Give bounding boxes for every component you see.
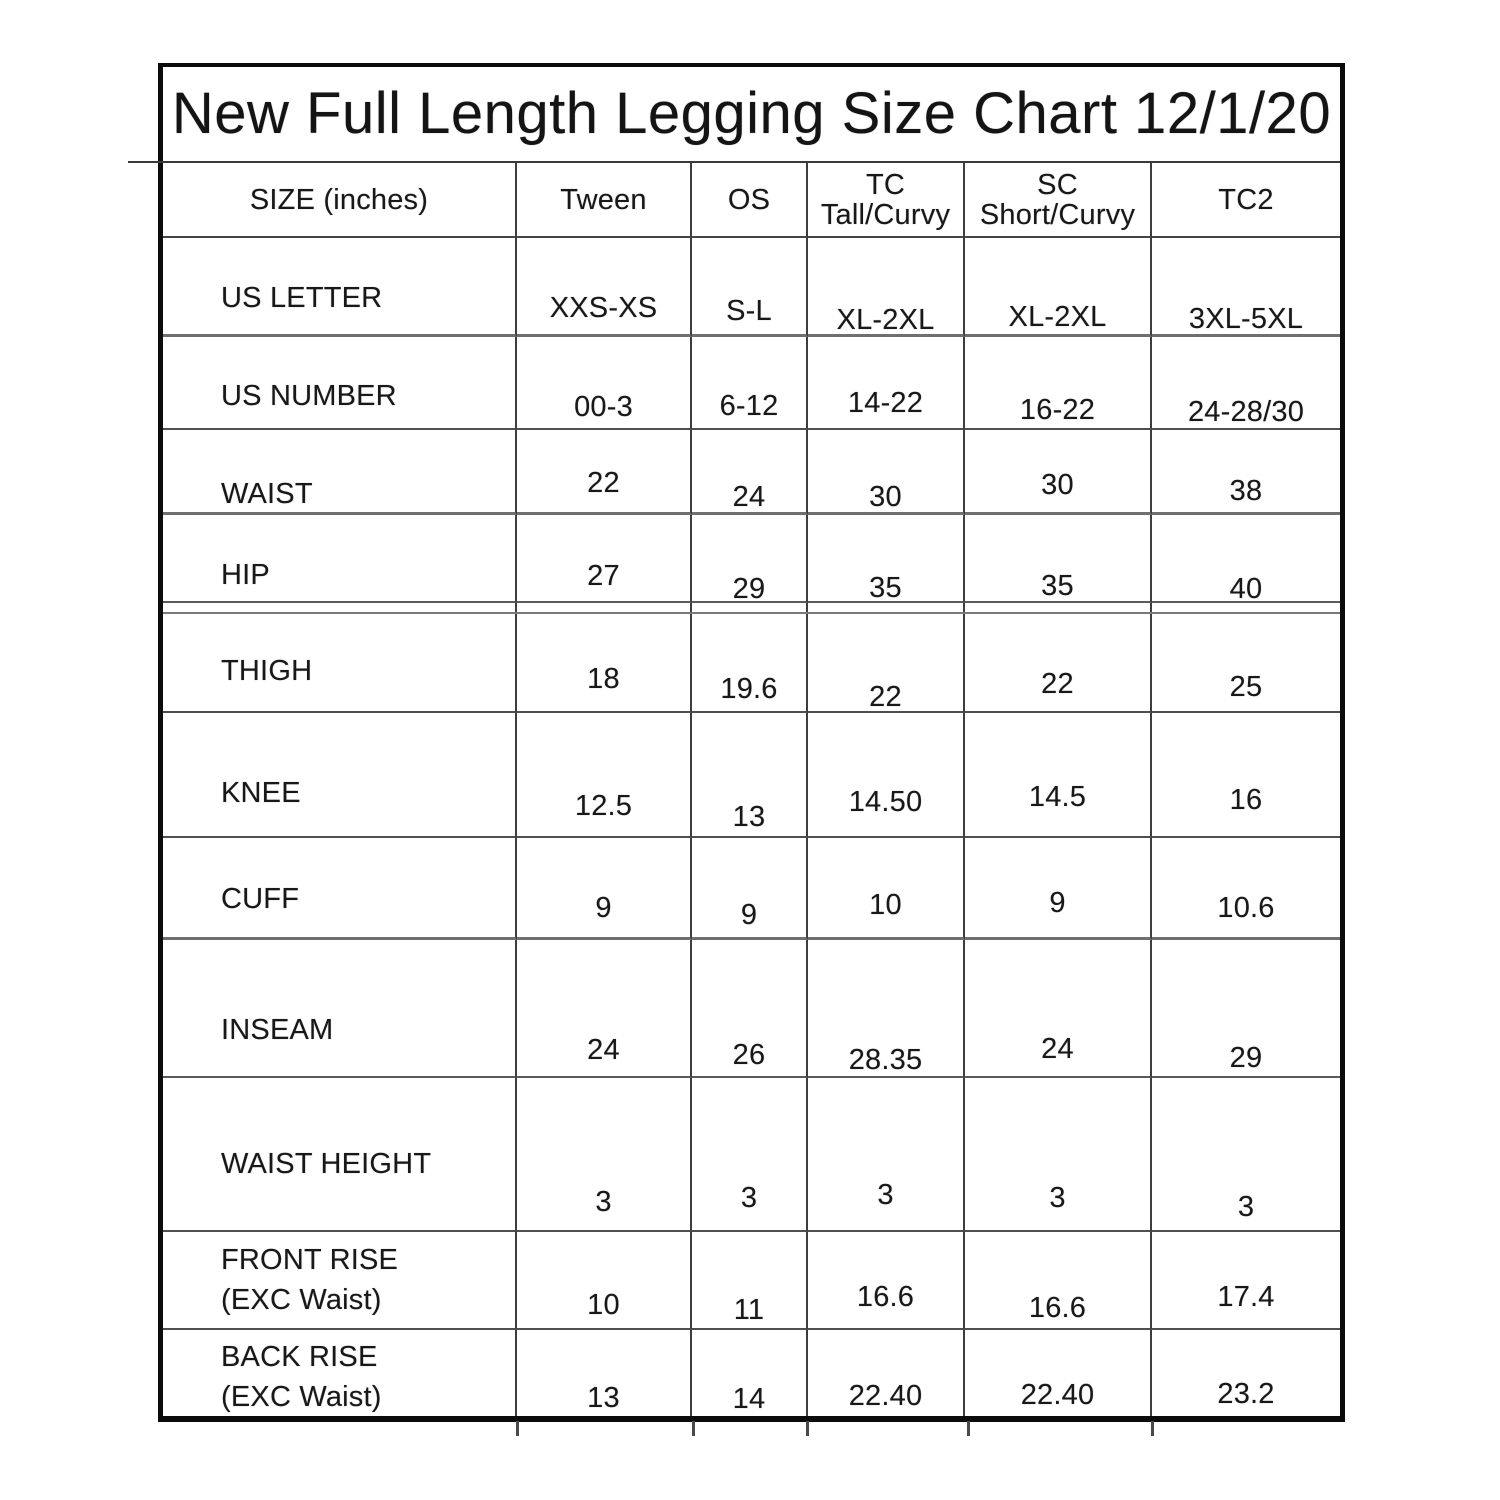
table-cell: 3: [808, 1078, 965, 1232]
row-label: [163, 603, 517, 713]
table-cell: 24: [965, 940, 1152, 1078]
row-label-line1: WAIST HEIGHT: [221, 1148, 432, 1180]
header-line1: SIZE (inches): [249, 183, 429, 216]
row-label-line1: FRONT RISE: [221, 1244, 399, 1276]
column-header-tc2: [1152, 163, 1340, 238]
table-cell: 11: [692, 1232, 808, 1330]
table-cell: 22.40: [808, 1330, 965, 1416]
table-cell: XL-2XL: [808, 238, 965, 337]
gridline-stub: [516, 1421, 519, 1436]
double-line-artifact: [163, 612, 1340, 614]
table-cell: 17.4: [1152, 1232, 1340, 1330]
table-cell: 16.6: [965, 1232, 1152, 1330]
table-cell: 16.6: [808, 1232, 965, 1330]
size-chart-table: [158, 63, 1345, 1422]
row-label-line2: (EXC Waist): [221, 1284, 382, 1316]
table-cell: 10: [808, 838, 965, 940]
gridline-stub: [806, 1421, 809, 1436]
table-cell: 27: [517, 515, 692, 603]
row-label: [163, 940, 517, 1078]
table-cell: 18: [517, 603, 692, 713]
row-label: [163, 1232, 517, 1330]
column-header-size: [163, 163, 517, 238]
table-cell: S-L: [692, 238, 808, 337]
table-cell: 13: [692, 713, 808, 838]
table-cell: 22: [517, 430, 692, 515]
row-label-line1: US NUMBER: [221, 380, 397, 412]
table-cell: 24: [692, 430, 808, 515]
table-cell: 10: [517, 1232, 692, 1330]
table-cell: 12.5: [517, 713, 692, 838]
gridline-stub: [967, 1421, 970, 1436]
table-cell: 9: [965, 838, 1152, 940]
column-header-tween: [517, 163, 692, 238]
table-cell: 6-12: [692, 337, 808, 430]
table-cell: 14.5: [965, 713, 1152, 838]
table-cell: 3: [517, 1078, 692, 1232]
header-line1: OS: [727, 183, 771, 216]
table-cell: 9: [517, 838, 692, 940]
chart-title: New Full Length Legging Size Chart 12/1/20: [171, 81, 1332, 146]
header-line2: Short/Curvy: [979, 198, 1136, 231]
table-cell: 10.6: [1152, 838, 1340, 940]
table-cell: 3: [965, 1078, 1152, 1232]
gridline-stub: [692, 1421, 695, 1436]
header-line1: TC2: [1218, 183, 1274, 216]
row-label-line1: INSEAM: [221, 1014, 334, 1046]
header-line1: Tween: [560, 183, 647, 216]
row-label: [163, 430, 517, 515]
table-cell: 16-22: [965, 337, 1152, 430]
table-cell: 00-3: [517, 337, 692, 430]
gridline-stub: [1151, 1421, 1154, 1436]
table-cell: 24: [517, 940, 692, 1078]
row-label: [163, 713, 517, 838]
row-label-line1: THIGH: [221, 655, 313, 687]
table-cell: XL-2XL: [965, 238, 1152, 337]
table-cell: 35: [808, 515, 965, 603]
row-label-line1: WAIST: [221, 478, 313, 510]
table-cell: 38: [1152, 430, 1340, 515]
column-header-tc: [808, 163, 965, 238]
column-header-os: [692, 163, 808, 238]
table-cell: 30: [808, 430, 965, 515]
row-label: [163, 238, 517, 337]
row-label-line2: (EXC Waist): [221, 1381, 382, 1413]
table-cell: 22: [965, 603, 1152, 713]
row-label: [163, 337, 517, 430]
row-label-line1: US LETTER: [221, 282, 383, 314]
table-cell: 35: [965, 515, 1152, 603]
table-cell: 30: [965, 430, 1152, 515]
table-cell: 19.6: [692, 603, 808, 713]
header-line1: TC: [865, 168, 906, 201]
table-cell: 29: [692, 515, 808, 603]
table-cell: 9: [692, 838, 808, 940]
table-cell: 22: [808, 603, 965, 713]
table-cell: 3: [1152, 1078, 1340, 1232]
table-cell: 14.50: [808, 713, 965, 838]
header-line1: SC: [1037, 168, 1078, 201]
chart-title-cell: [163, 67, 1340, 163]
table-cell: 3: [692, 1078, 808, 1232]
table-cell: 24-28/30: [1152, 337, 1340, 430]
table-cell: 14: [692, 1330, 808, 1416]
table-cell: 26: [692, 940, 808, 1078]
table-cell: 16: [1152, 713, 1340, 838]
header-line2: Tall/Curvy: [820, 198, 951, 231]
table-cell: 23.2: [1217, 1378, 1275, 1410]
row-label-line1: HIP: [221, 559, 270, 591]
size-chart-grid: [163, 67, 1340, 1416]
table-cell: 29: [1152, 940, 1340, 1078]
table-cell: 3XL-5XL: [1152, 238, 1340, 337]
row-label: [163, 515, 517, 603]
table-cell: XXS-XS: [517, 238, 692, 337]
table-cell: 28.35: [808, 940, 965, 1078]
column-header-sc: [965, 163, 1152, 238]
table-cell: 25: [1152, 603, 1340, 713]
row-label-line1: BACK RISE: [221, 1341, 378, 1373]
row-label-line1: KNEE: [221, 777, 301, 809]
table-cell: 13: [517, 1330, 692, 1416]
table-cell: 40: [1152, 515, 1340, 603]
row-label: [163, 1078, 517, 1232]
row-label: [163, 1330, 517, 1416]
row-label: [163, 838, 517, 940]
table-cell: 14-22: [808, 337, 965, 430]
title-underline-extension: [128, 161, 165, 163]
row-label-line1: CUFF: [221, 883, 300, 915]
table-cell: 22.40: [965, 1330, 1152, 1416]
